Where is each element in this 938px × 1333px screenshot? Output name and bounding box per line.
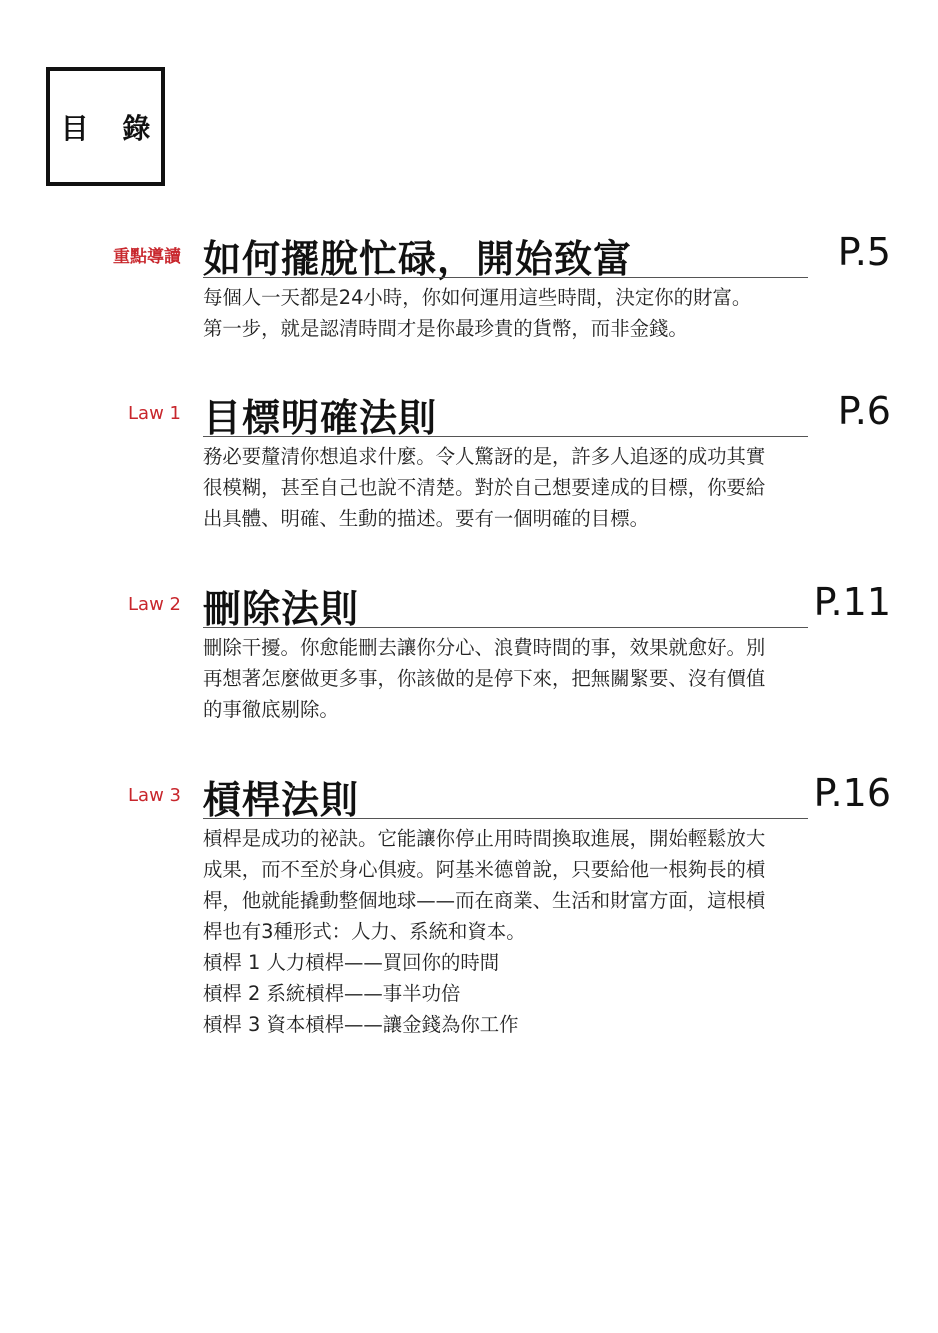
entry-divider (203, 627, 808, 628)
description-line: 桿也有3種形式：人力、系統和資本。 (203, 920, 526, 943)
entry-description (203, 632, 809, 725)
description-line: 槓桿 1 人力槓桿——買回你的時間 (203, 951, 500, 974)
entry-page-number: P.5 (837, 230, 891, 274)
entry-divider (203, 436, 808, 437)
description-line: 務必要釐清你想追求什麼。令人驚訝的是，許多人追逐的成功其實 (203, 445, 766, 468)
entry-label: 重點導讀 (113, 247, 181, 267)
description-line: 的事徹底剔除。 (203, 698, 339, 721)
description-line: 成果，而不至於身心俱疲。阿基米德曾說，只要給他一根夠長的槓 (203, 858, 766, 881)
entry-description (203, 282, 809, 344)
entry-page-number: P.16 (813, 771, 891, 815)
description-line: 再想著怎麼做更多事，你該做的是停下來，把無關緊要、沒有價值 (203, 667, 766, 690)
entry-page-number: P.11 (813, 580, 891, 624)
entry-divider (203, 277, 808, 278)
description-line: 刪除干擾。你愈能刪去讓你分心、浪費時間的事，效果就愈好。別 (203, 636, 766, 659)
entry-label: Law 3 (128, 785, 181, 806)
description-line: 每個人一天都是24小時，你如何運用這些時間，決定你的財富。 (203, 286, 752, 309)
entry-title: 目標明確法則 (203, 396, 438, 440)
description-line: 桿，他就能撬動整個地球——而在商業、生活和財富方面，這根槓 (203, 889, 766, 912)
description-line: 槓桿 3 資本槓桿——讓金錢為你工作 (203, 1013, 519, 1036)
entry-label: Law 2 (128, 594, 181, 615)
description-line: 很模糊，甚至自己也說不清楚。對於自己想要達成的目標，你要給 (203, 476, 766, 499)
entry-title: 槓桿法則 (203, 778, 360, 822)
entry-description (203, 441, 809, 534)
toc-heading: 目 錄 (60, 111, 163, 145)
entry-description (203, 823, 809, 1040)
toc-heading-box (46, 67, 165, 186)
entry-divider (203, 818, 808, 819)
entry-title: 如何擺脫忙碌，開始致富 (203, 237, 633, 281)
entry-page-number: P.6 (837, 389, 891, 433)
description-line: 出具體、明確、生動的描述。要有一個明確的目標。 (203, 507, 649, 530)
description-line: 第一步，就是認清時間才是你最珍貴的貨幣，而非金錢。 (203, 317, 688, 340)
description-line: 槓桿 2 系統槓桿——事半功倍 (203, 982, 461, 1005)
description-line: 槓桿是成功的祕訣。它能讓你停止用時間換取進展，開始輕鬆放大 (203, 827, 766, 850)
entry-title: 刪除法則 (203, 587, 360, 631)
entry-label: Law 1 (128, 403, 181, 424)
